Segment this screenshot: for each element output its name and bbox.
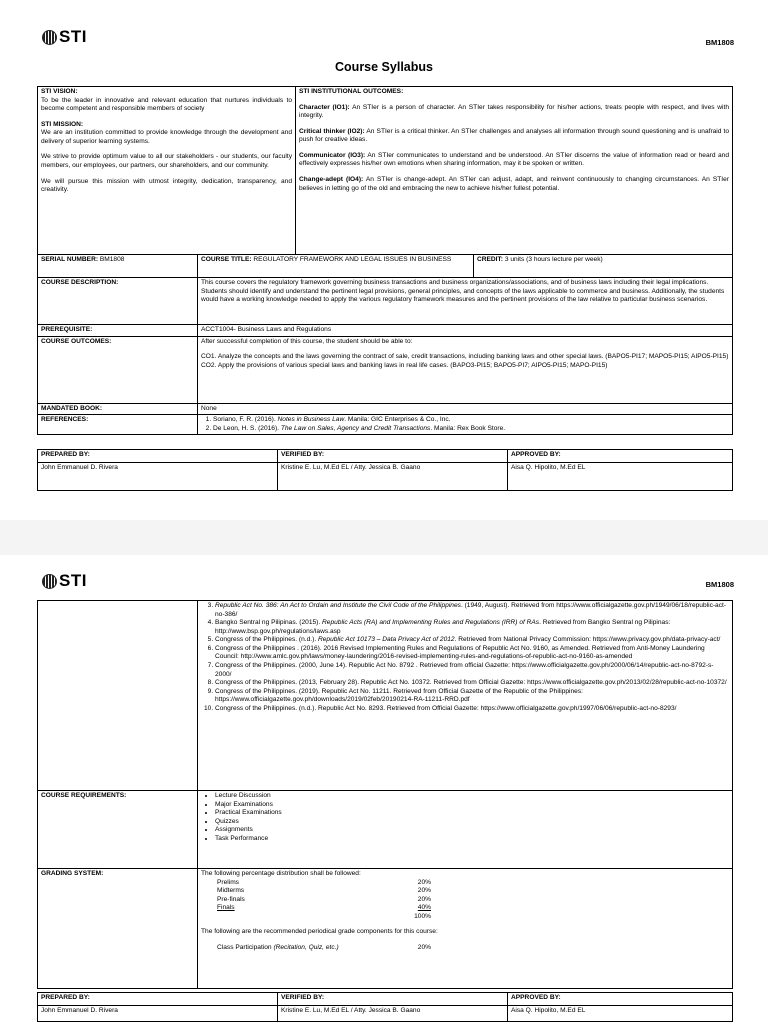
prepared-by-name: John Emmanuel D. Rivera [38,463,278,491]
serial-number-cell: SERIAL NUMBER: BM1808 [38,255,198,278]
grade-total: 100% [414,912,431,920]
reference-item: 10. Congress of the Philippines. (n.d.). Republic Act No. 8293. Retrieved from Official Gazette: https://www.officialgazette.gov.ph/1997/06/06/republic-act-no-8293/ [215,705,729,714]
mission-paragraph: We strive to provide optimum value to all our stakeholders - our students, our faculty members, our employees, our partners, our shareholders, and our community. [41,153,292,169]
grade-row-midterms: Midterms 20% [217,887,431,895]
course-outcome-co1: CO1. Analyze the concepts and the laws governing the contract of sale, credit transactions, including banking laws and other special laws. (BAPO5-PI17; MAPO5-PI15; AIPO5-PI15) [201,353,729,361]
prepared-by-label: PREPARED BY: [38,993,278,1006]
verified-by-name: Kristine E. Lu, M.Ed EL / Atty. Jessica B. Gaano [278,463,508,491]
approved-by-label: APPROVED BY: [508,450,733,463]
approved-by-label: APPROVED BY: [508,993,733,1006]
prerequisite-label: PREREQUISITE: [38,325,198,337]
outcome-io1: Character (IO1): An STIer is a person of character. An STIer takes responsibility for his/her actions, treats people with respect, and lives with integrity. [299,103,729,120]
vision-label: STI VISION: [41,88,78,95]
globe-icon [42,30,57,45]
document-code: BM1808 [705,580,734,589]
reference-item: 2. De Leon, H. S. (2016). The Law on Sales, Agency and Credit Transactions. Manila: Rex Book Store. [213,425,729,434]
globe-icon [42,574,57,589]
reference-item: 1. Soriano, F. R. (2016). Notes in Business Law. Manila: GIC Enterprises & Co., Inc. [213,416,729,425]
course-outcomes-value [198,336,733,403]
verified-by-label: VERIFIED BY: [278,450,508,463]
course-title-value: REGULATORY FRAMEWORK AND LEGAL ISSUES IN BUSINESS [253,256,452,263]
course-outcome-co2: CO2. Apply the provisions of various special laws and banking laws in real life cases. (BAPO3-PI15; BAPO5-PI7; AIPO5-PI15; MAPO-PI15) [201,361,608,369]
prepared-by-label: PREPARED BY: [38,450,278,463]
course-requirements-value [198,791,733,869]
approved-by-name: Aisa Q. Hipolito, M.Ed EL [508,463,733,491]
mandated-book-label: MANDATED BOOK: [38,403,198,415]
requirement-item: • Practical Examinations [215,809,729,818]
page-title: Course Syllabus [335,60,433,74]
page-separator [0,520,768,555]
signature-table [37,992,733,1022]
references-continued-value [198,601,733,791]
references-value [198,415,733,435]
credit-value: 3 units (3 hours lecture per week) [504,256,603,263]
component-row: Class Participation (Recitation, Quiz, etc.) 20% [217,943,431,951]
signature-table [37,449,733,491]
syllabus-table-continued [37,600,733,989]
approved-by-name: Aisa Q. Hipolito, M.Ed EL [508,1006,733,1022]
verified-by-name: Kristine E. Lu, M.Ed EL / Atty. Jessica B. Gaano [278,1006,508,1022]
mission-paragraph: We are an institution committed to provide knowledge through the development and delivery of superior learning systems. [41,129,292,145]
outcome-io2: Critical thinker (IO2): An STIer is a critical thinker. An STIer challenges and analyses all information through sound questioning and is unafraid to push for creative ideas. [299,127,730,144]
institutional-outcomes-cell [296,87,733,255]
syllabus-page-2 [0,555,768,1024]
serial-number-value: BM1808 [99,256,125,263]
sti-logo: STI [42,571,87,591]
reference-item: 5. Congress of the Philippines. (n.d.). Republic Act 10173 – Data Privacy Act of 2012. Retrieved from National Privacy Commission: https://www.privacy.gov.ph/data-privacy-act/ [215,636,729,645]
references-continued-label [38,601,198,791]
sti-logo: STI [42,27,87,47]
grade-row-prelims: Prelims 20% [217,878,431,886]
requirement-item: • Task Performance [215,835,729,844]
course-outcomes-label: COURSE OUTCOMES: [38,336,198,403]
course-title-cell: COURSE TITLE: REGULATORY FRAMEWORK AND LEGAL ISSUES IN BUSINESS [198,255,474,278]
reference-item: 4. Bangko Sentral ng Pilipinas. (2015). Republic Acts (RA) and Implementing Rules and Regulations (IRR) of RAs. Retrieved from Bangko Sentral ng Pilipinas: http://www.bsp.gov.ph/regulations/laws.asp [215,619,729,636]
reference-item: 3. Republic Act No. 386: An Act to Ordain and Institute the Civil Code of the Philippines. (1949, August). Retrieved from https://www.officialgazette.gov.ph/1949/06/18/republic-act-no-386/ [215,602,729,619]
document-code: BM1808 [705,38,734,47]
outcome-io4: Change-adept (IO4): An STIer is change-adept. An STIer can adjust, adapt, and reinvent continuously to changing circumstances. An STIer believes in letting go of the old and embracing the new to achieve his/her fullest potential. [299,175,729,192]
requirement-item: • Quizzes [215,818,729,827]
syllabus-table [37,86,733,435]
references-label: REFERENCES: [38,415,198,435]
credit-cell: CREDIT: 3 units (3 hours lecture per week) [474,255,733,278]
course-description-value: This course covers the regulatory framework governing business transactions and business organizations/associations, and of business laws including their legal implications. Students should identify and understand the pertinent legal provisions, general principles, and concepts of the laws applicable to commerce and business. Additionally, the students would have a working knowledge needed to apply the various regulatory framework measures and the pertinent provisions of the law relative to particular business scenarios. [198,278,733,325]
grading-intro: The following percentage distribution shall be followed: [201,870,361,877]
vision-text: To be the leader in innovative and relevant education that nurtures individuals to become competent and responsible members of society [41,96,292,113]
reference-item: 7. Congress of the Philippines. (2000, June 14). Republic Act No. 8792 . Retrieved from official Gazette: https://www.officialgazette.gov.ph/2000/06/14/republic-act-no-8792-s-2000/ [215,662,729,679]
prerequisite-value: ACCT1004- Business Laws and Regulations [198,325,733,337]
grade-total-row [201,913,431,922]
prepared-by-name: John Emmanuel D. Rivera [38,1006,278,1022]
verified-by-label: VERIFIED BY: [278,993,508,1006]
grade-row-finals: Finals 40% [217,904,431,912]
course-description-label: COURSE DESCRIPTION: [38,278,198,325]
outcome-io3: Communicator (IO3): An STIer communicates to understand and be understood. An STIer discerns the value of information read or heard and effectively expresses his/her own emotions when sharing information, may it be spoken or written. [299,151,730,168]
requirement-item: • Major Examinations [215,801,729,810]
grading-system-value [198,869,733,989]
grading-system-label: GRADING SYSTEM: [38,869,198,989]
reference-item: 8. Congress of the Philippines. (2013, February 28). Republic Act No. 10372. Retrieved from Official Gazette: https://www.officialgazette.gov.ph/2013/02/28/republic-act-no-10372/ [215,679,729,688]
mandated-book-value: None [198,403,733,415]
mission-label: STI MISSION: [41,120,84,128]
outcomes-label: STI INSTITUTIONAL OUTCOMES: [299,88,404,95]
requirement-item: • Assignments [215,826,729,835]
components-intro: The following are the recommended periodical grade components for this course: [201,928,438,936]
course-requirements-label: COURSE REQUIREMENTS: [38,791,198,869]
vision-mission-cell [38,87,296,255]
reference-item: 9. Congress of the Philippines. (2019). Republic Act No. 11211. Retrieved from Official Gazette of the Republic of the Philippines: https://www.officialgazette.gov.ph/downloads/2019/02feb/20190214-RA-11211-RRD.pdf [215,688,729,705]
mission-paragraph: We will pursue this mission with utmost integrity, dedication, transparency, and creativity. [41,177,292,194]
reference-item: 6. Congress of the Philippines . (2016). 2016 Revised Implementing Rules and Regulations of Republic Act No. 9160, as Amended. Retrieved from Anti-Money Laundering Council: http://www.amlc.gov.ph/laws/money-laundering/2016-revised-implementing-rules-and-regulations-of-republic-act-no-9160-as-amended [215,645,729,662]
requirement-item: • Lecture Discussion [215,792,729,801]
grade-row-prefinals: Pre-finals 20% [217,895,431,903]
course-outcomes-intro: After successful completion of this course, the student should be able to: [201,337,413,345]
